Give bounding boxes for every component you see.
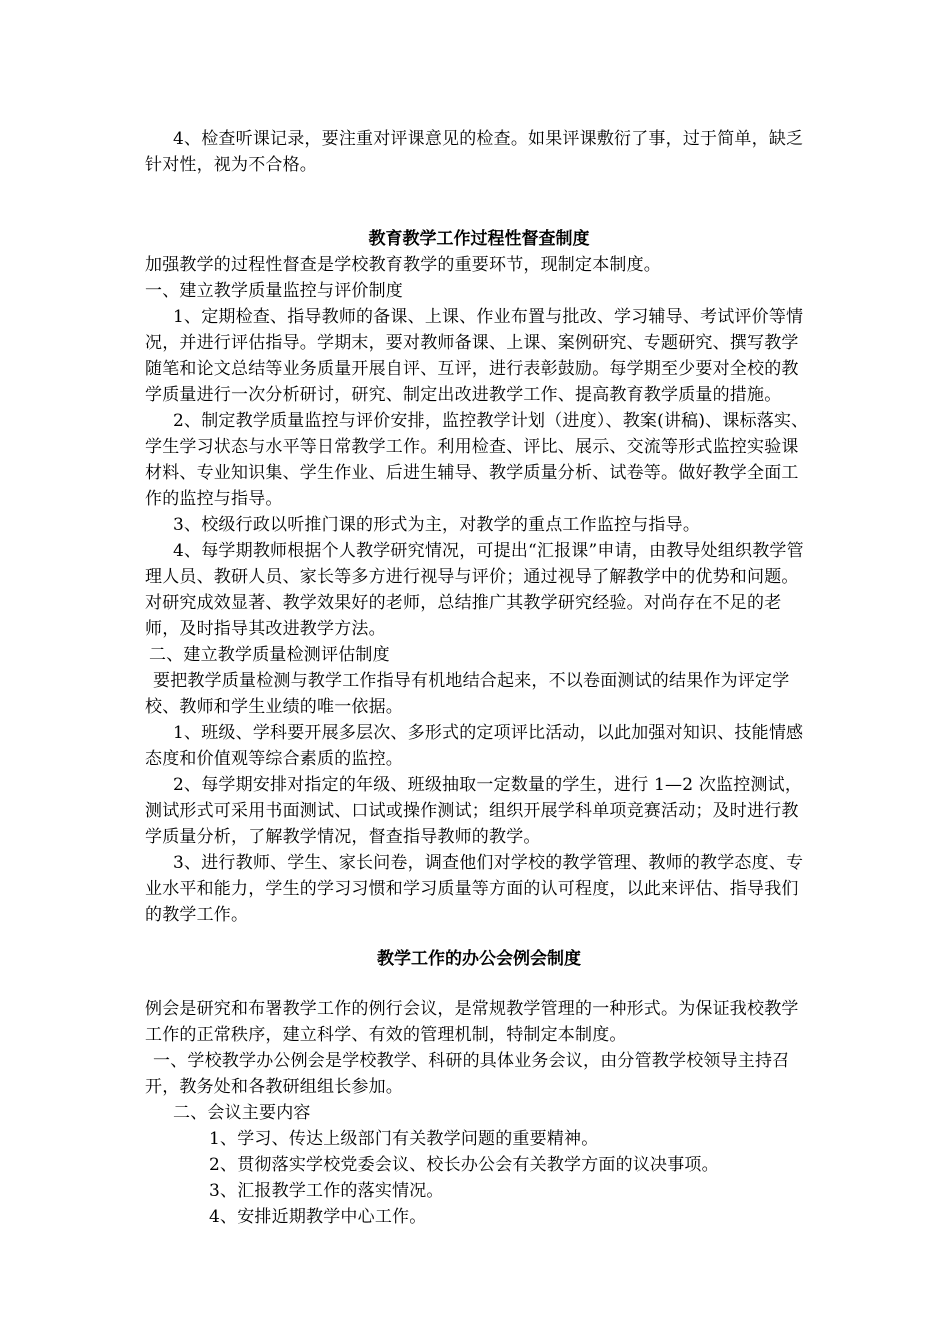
section1-part1-heading: 一、建立教学质量监控与评价制度 bbox=[145, 281, 403, 301]
section2-list-item: 2、贯彻落实学校党委会议、校长办公会有关教学方面的议决事项。 bbox=[209, 1155, 719, 1175]
section1-part1-item: 4、每学期教师根据个人教学研究情况，可提出“汇报课”申请，由教导处组织教学管理人员、教研人员、家长等多方进行视导与评价；通过视导了解教学中的优势和问题。对研究成效显著、教学效果好的老师，总结推广其教学研究经验。对尚存在不足的老师，及时指导其改进教学方法。 bbox=[145, 541, 804, 639]
section1-part2-item: 3、进行教师、学生、家长问卷，调查他们对学校的教学管理、教师的教学态度、专业水平和能力，学生的学习习惯和学习质量等方面的认可程度，以此来评估、指导我们的教学工作。 bbox=[145, 853, 804, 925]
section1-part1-item: 1、定期检查、指导教师的备课、上课、作业布置与批改、学习辅导、考试评价等情况，并进行评估指导。学期末，要对教师备课、上课、案例研究、专题研究、撰写教学随笔和论文总结等业务质量开展自评、互评，进行表彰鼓励。每学期至少要对全校的教学质量进行一次分析研讨，研究、制定出改进教学工作、提高教育教学质量的措施。 bbox=[145, 307, 804, 405]
section1-part1-item: 3、校级行政以听推门课的形式为主，对教学的重点工作监控与指导。 bbox=[173, 515, 701, 535]
section1-part2-item: 2、每学期安排对指定的年级、班级抽取一定数量的学生，进行 1—2 次监控测试，测试形式可采用书面测试、口试或操作测试；组织开展学科单项竞赛活动；及时进行教学质量分析，了解教学情况，督查指导教师的教学。 bbox=[145, 775, 803, 847]
section2-item2-heading: 二、会议主要内容 bbox=[173, 1103, 311, 1123]
section1-body bbox=[145, 252, 813, 928]
section1-part1-item: 2、制定教学质量监控与评价安排，监控教学计划（进度）、教案(讲稿)、课标落实、学生学习状态与水平等日常教学工作。利用检查、评比、展示、交流等形式监控实验课材料、专业知识集、学生作业、后进生辅导、教学质量分析、试卷等。做好教学全面工作的监控与指导。 bbox=[145, 411, 809, 509]
section2-list-item: 1、学习、传达上级部门有关教学问题的重要精神。 bbox=[209, 1129, 599, 1149]
section1-part2-item: 1、班级、学科要开展多层次、多形式的定项评比活动，以此加强对知识、技能情感态度和价值观等综合素质的监控。 bbox=[145, 723, 804, 769]
section2-list-item: 4、安排近期教学中心工作。 bbox=[209, 1207, 427, 1227]
section1-part2-intro: 要把教学质量检测与教学工作指导有机地结合起来，不以卷面测试的结果作为评定学校、教师和学生业绩的唯一依据。 bbox=[145, 671, 790, 717]
section2-item1: 一、学校教学办公例会是学校教学、科研的具体业务会议，由分管教学校领导主持召开，教务处和各教研组组长参加。 bbox=[145, 1051, 790, 1097]
section2-body bbox=[145, 996, 813, 1230]
section1-title: 教育教学工作过程性督查制度 bbox=[368, 229, 590, 249]
section2-list-item: 3、汇报教学工作的落实情况。 bbox=[209, 1181, 444, 1201]
section1-intro: 加强教学的过程性督查是学校教育教学的重要环节，现制定本制度。 bbox=[145, 255, 661, 275]
section2-title: 教学工作的办公会例会制度 bbox=[377, 949, 581, 969]
section0-paragraph: 4、检查听课记录，要注重对评课意见的检查。如果评课敷衍了事，过于简单，缺乏针对性，视为不合格。 bbox=[145, 129, 804, 175]
section1-part2-heading: 二、建立教学质量检测评估制度 bbox=[149, 645, 390, 665]
section2-intro: 例会是研究和布署教学工作的例行会议，是常规教学管理的一种形式。为保证我校教学工作的正常秩序，建立科学、有效的管理机制，特制定本制度。 bbox=[145, 999, 799, 1045]
section0-body bbox=[145, 126, 813, 178]
